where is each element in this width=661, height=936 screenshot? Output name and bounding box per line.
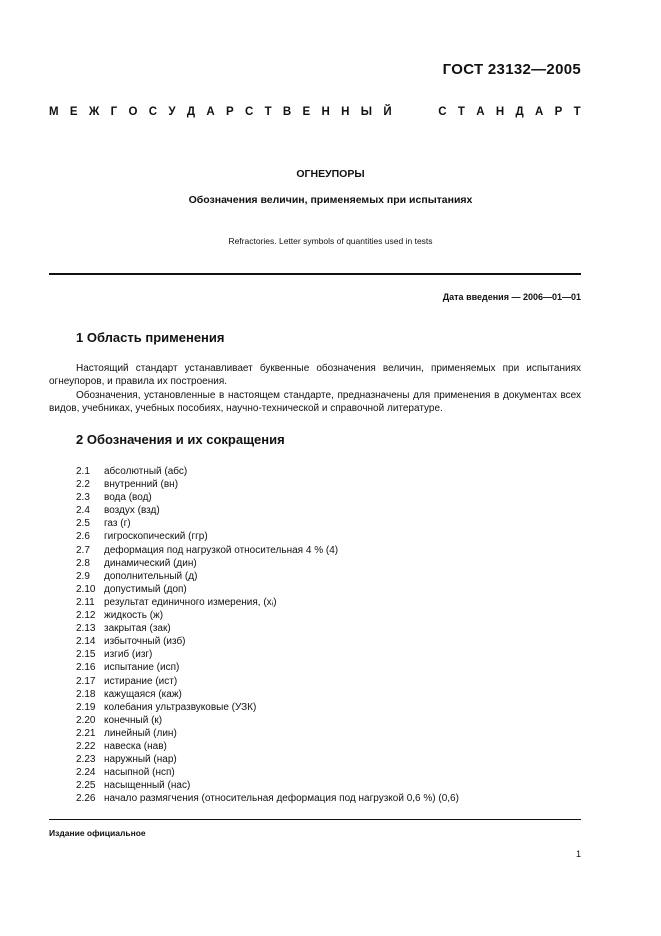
banner-letter: У xyxy=(168,106,176,118)
item-text: истирание (ист) xyxy=(104,675,178,687)
banner-letter: С xyxy=(244,106,254,118)
item-number: 2.11 xyxy=(76,596,95,608)
item-text: жидкость (ж) xyxy=(104,610,164,622)
symbol-list-item xyxy=(76,688,459,701)
item-number: 2.12 xyxy=(76,610,96,622)
symbol-list-item xyxy=(76,491,459,504)
item-text: начало размягчения (относительная деформация под нагрузкой 0,6 %) (0,6) xyxy=(104,793,459,805)
item-text: наружный (нар) xyxy=(104,754,177,766)
item-number: 2.21 xyxy=(76,727,96,739)
banner-spacer xyxy=(403,106,427,118)
symbol-list-item xyxy=(76,714,459,727)
item-number: 2.23 xyxy=(76,754,96,766)
banner-letter: Г xyxy=(110,106,118,118)
item-text: насыпной (нсп) xyxy=(104,767,175,779)
banner-letter: Р xyxy=(225,106,234,118)
banner-letter: А xyxy=(534,106,544,118)
item-number: 2.10 xyxy=(76,583,96,595)
symbol-list-item xyxy=(76,740,459,753)
symbol-list-item xyxy=(76,504,459,517)
official-edition-note: Издание официальное xyxy=(49,828,146,838)
section-1-paragraph: Обозначения, установленные в настоящем стандарте, предназначены для применения в документах всех видов, учебниках, учебных пособиях, научно-технической и справочной литературе. xyxy=(49,390,581,415)
banner-letter: Т xyxy=(264,106,272,118)
banner-letter: Н xyxy=(321,106,330,118)
item-text: линейный (лин) xyxy=(104,727,177,739)
item-number: 2.9 xyxy=(76,570,90,582)
banner-letter: Н xyxy=(495,106,505,118)
item-number: 2.13 xyxy=(76,623,96,635)
title-divider xyxy=(49,273,581,275)
item-text: абсолютный (абс) xyxy=(104,466,188,477)
item-number: 2.18 xyxy=(76,688,96,700)
banner-letter: Й xyxy=(383,106,392,118)
banner-letter: А xyxy=(476,106,485,118)
banner-letter: Д xyxy=(515,106,524,118)
item-text: навеска (нав) xyxy=(104,740,167,752)
banner-letter: В xyxy=(282,106,292,118)
item-number: 2.5 xyxy=(76,518,90,530)
item-number: 2.8 xyxy=(76,557,90,569)
item-text: избыточный (изб) xyxy=(104,636,186,648)
item-text: допустимый (доп) xyxy=(104,583,187,595)
item-number: 2.20 xyxy=(76,714,96,726)
footer-divider xyxy=(49,819,581,820)
item-number: 2.7 xyxy=(76,544,90,556)
item-number: 2.4 xyxy=(76,505,90,517)
item-text: дополнительный (д) xyxy=(104,570,198,582)
item-number: 2.22 xyxy=(76,740,96,752)
symbol-list-item xyxy=(76,570,459,583)
item-text: воздух (взд) xyxy=(104,505,160,517)
symbol-list-item xyxy=(76,661,459,674)
symbol-list-item xyxy=(76,648,459,661)
item-text: вода (вод) xyxy=(104,492,152,504)
symbol-list-item xyxy=(76,622,459,635)
banner-letter: О xyxy=(128,106,138,118)
section-1-heading: 1 Область применения xyxy=(76,330,225,345)
symbol-list-item xyxy=(76,530,459,543)
symbol-list-item xyxy=(76,727,459,740)
item-number: 2.2 xyxy=(76,479,90,491)
item-number: 2.26 xyxy=(76,793,96,805)
symbol-list-item xyxy=(76,609,459,622)
item-text: деформация под нагрузкой относительная 4 % (4) xyxy=(104,544,339,556)
item-text: динамический (дин) xyxy=(104,557,197,569)
item-number: 2.6 xyxy=(76,531,90,543)
symbol-list-item xyxy=(76,465,459,478)
item-number: 2.3 xyxy=(76,492,90,504)
symbol-list-item xyxy=(76,478,459,491)
item-text: гигроскопический (ггр) xyxy=(104,531,208,543)
item-number: 2.15 xyxy=(76,649,96,661)
banner-letter: М xyxy=(49,106,59,118)
banner-letter: Ы xyxy=(360,106,373,118)
item-text: кажущаяся (каж) xyxy=(104,688,182,700)
symbol-list-item xyxy=(76,517,459,530)
item-text: колебания ультразвуковые (УЗК) xyxy=(104,701,257,713)
item-text: изгиб (изг) xyxy=(104,649,153,661)
symbol-list-item xyxy=(76,583,459,596)
item-number: 2.24 xyxy=(76,767,96,779)
item-text: испытание (исп) xyxy=(104,662,180,674)
symbol-list-item xyxy=(76,675,459,688)
standard-number: ГОСТ 23132—2005 xyxy=(442,61,581,78)
item-text: конечный (к) xyxy=(104,714,163,726)
symbol-list-item xyxy=(76,596,459,609)
banner-letter: Т xyxy=(573,106,581,118)
banner-letter: Р xyxy=(554,106,563,118)
item-number: 2.1 xyxy=(76,466,90,477)
symbol-list-item xyxy=(76,753,459,766)
symbol-list-item xyxy=(76,766,459,779)
symbol-list-item xyxy=(76,792,459,805)
banner-letter: С xyxy=(148,106,158,118)
standard-type-banner xyxy=(49,106,581,118)
banner-letter: Н xyxy=(341,106,350,118)
document-title: ОГНЕУПОРЫ xyxy=(296,168,365,180)
item-number: 2.16 xyxy=(76,662,96,674)
item-text: насыщенный (нас) xyxy=(104,780,191,792)
item-number: 2.17 xyxy=(76,675,96,687)
banner-letter: Е xyxy=(69,106,78,118)
symbol-list-item xyxy=(76,544,459,557)
item-number: 2.19 xyxy=(76,701,96,713)
symbol-list xyxy=(76,465,459,805)
section-1-paragraph: Настоящий стандарт устанавливает буквенные обозначения величин, применяемых при испытаниях огнеупоров, и правила их построения. xyxy=(49,363,581,388)
banner-letter: А xyxy=(206,106,215,118)
item-text: закрытая (зак) xyxy=(104,623,171,635)
item-number: 2.25 xyxy=(76,780,96,792)
effective-date: Дата введения — 2006—01—01 xyxy=(442,292,581,302)
english-title: Refractories. Letter symbols of quantities used in tests xyxy=(228,236,433,246)
item-number: 2.14 xyxy=(76,636,96,648)
banner-letter: Т xyxy=(457,106,465,118)
banner-letter: Д xyxy=(186,106,196,118)
banner-letter: Е xyxy=(302,106,311,118)
section-2-heading: 2 Обозначения и их сокращения xyxy=(76,432,285,447)
symbol-list-item xyxy=(76,635,459,648)
page-number: 1 xyxy=(575,849,581,859)
item-text: внутренний (вн) xyxy=(104,479,179,491)
symbol-list-item xyxy=(76,701,459,714)
item-text: газ (г) xyxy=(104,518,131,530)
document-subtitle: Обозначения величин, применяемых при испытаниях xyxy=(188,194,473,206)
symbol-list-item xyxy=(76,779,459,792)
item-text: результат единичного измерения, (xᵢ) xyxy=(104,596,277,608)
banner-letter: С xyxy=(438,106,447,118)
banner-letter: Ж xyxy=(88,106,100,118)
symbol-list-item xyxy=(76,557,459,570)
